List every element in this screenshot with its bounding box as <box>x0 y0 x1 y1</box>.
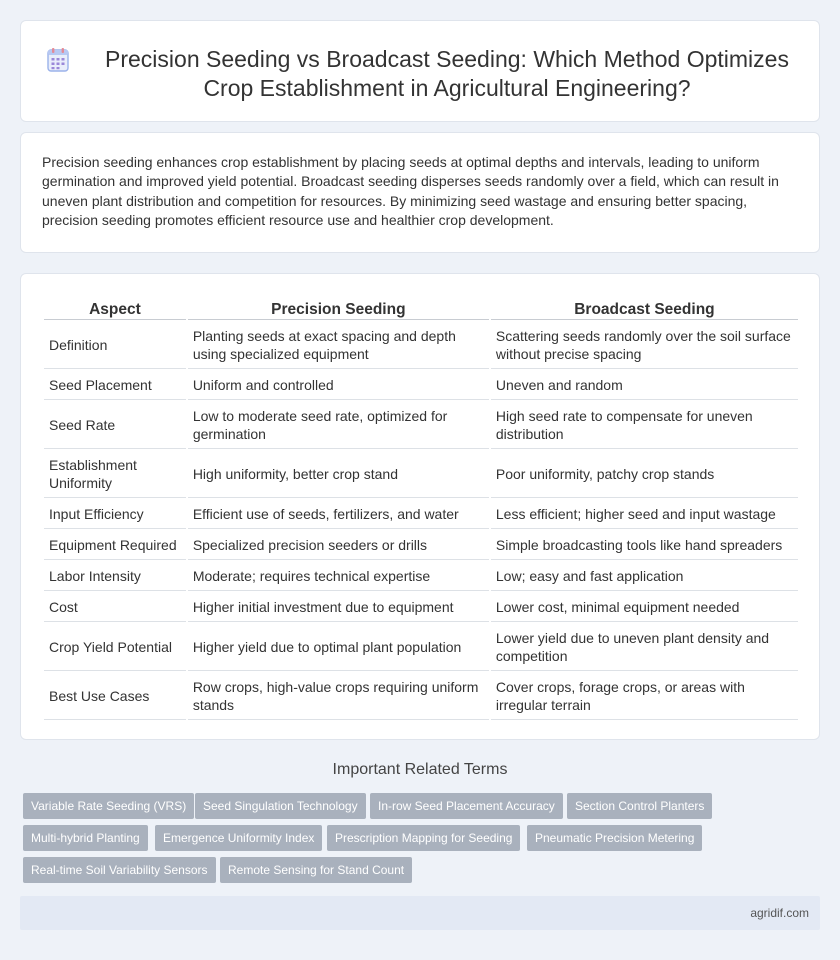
precision-cell: Higher initial investment due to equipment <box>188 593 489 622</box>
title-card <box>20 20 820 122</box>
broadcast-cell: Cover crops, forage crops, or areas with irregular terrain <box>491 673 798 720</box>
table-row <box>44 371 798 400</box>
aspect-cell: Best Use Cases <box>44 673 186 720</box>
table-row <box>44 673 798 720</box>
related-term-tag[interactable]: In-row Seed Placement Accuracy <box>370 793 563 819</box>
precision-cell: Efficient use of seeds, fertilizers, and water <box>188 500 489 529</box>
precision-cell: Low to moderate seed rate, optimized for germination <box>188 402 489 449</box>
broadcast-cell: Uneven and random <box>491 371 798 400</box>
precision-cell: High uniformity, better crop stand <box>188 451 489 498</box>
aspect-cell: Labor Intensity <box>44 562 186 591</box>
page-title: Precision Seeding vs Broadcast Seeding: Which Method Optimizes Crop Establishment in Agricultural Engineering? <box>105 46 789 101</box>
related-term-tag[interactable]: Seed Singulation Technology <box>195 793 366 819</box>
table-row <box>44 593 798 622</box>
broadcast-cell: Lower yield due to uneven plant density and competition <box>491 624 798 671</box>
aspect-cell: Establishment Uniformity <box>44 451 186 498</box>
comparison-card <box>20 273 820 740</box>
precision-cell: Higher yield due to optimal plant population <box>188 624 489 671</box>
related-term-tag[interactable]: Variable Rate Seeding (VRS) <box>23 793 194 819</box>
table-row <box>44 624 798 671</box>
aspect-cell: Crop Yield Potential <box>44 624 186 671</box>
table-header-row <box>44 296 798 320</box>
broadcast-cell: Lower cost, minimal equipment needed <box>491 593 798 622</box>
related-term-tag[interactable]: Multi-hybrid Planting <box>23 825 148 851</box>
site-link[interactable]: agridif.com <box>750 906 809 920</box>
aspect-cell: Cost <box>44 593 186 622</box>
related-term-tag[interactable]: Emergence Uniformity Index <box>155 825 322 851</box>
aspect-cell: Input Efficiency <box>44 500 186 529</box>
table-row <box>44 322 798 369</box>
intro-card <box>20 132 820 253</box>
broadcast-cell: Simple broadcasting tools like hand spreaders <box>491 531 798 560</box>
broadcast-cell: Poor uniformity, patchy crop stands <box>491 451 798 498</box>
precision-cell: Specialized precision seeders or drills <box>188 531 489 560</box>
footer-bar <box>20 896 820 930</box>
header-aspect: Aspect <box>44 296 186 320</box>
broadcast-cell: Low; easy and fast application <box>491 562 798 591</box>
aspect-cell: Definition <box>44 322 186 369</box>
broadcast-cell: Scattering seeds randomly over the soil surface without precise spacing <box>491 322 798 369</box>
precision-cell: Planting seeds at exact spacing and depth using specialized equipment <box>188 322 489 369</box>
broadcast-cell: Less efficient; higher seed and input wastage <box>491 500 798 529</box>
intro-paragraph: Precision seeding enhances crop establishment by placing seeds at optimal depths and intervals, leading to uniform germination and improved yield potential. Broadcast seeding disperses seeds randomly over a field, which can result in uneven plant distribution and competition for resources. By minimizing seed wastage and ensuring better spacing, precision seeding promotes efficient resource use and healthier crop development. <box>42 154 779 228</box>
related-term-tag[interactable]: Pneumatic Precision Metering <box>527 825 702 851</box>
table-row <box>44 531 798 560</box>
table-row <box>44 500 798 529</box>
table-row <box>44 402 798 449</box>
precision-cell: Row crops, high-value crops requiring uniform stands <box>188 673 489 720</box>
precision-cell: Uniform and controlled <box>188 371 489 400</box>
aspect-cell: Equipment Required <box>44 531 186 560</box>
header-broadcast: Broadcast Seeding <box>491 296 798 320</box>
related-term-tag[interactable]: Prescription Mapping for Seeding <box>327 825 520 851</box>
related-term-tag[interactable]: Remote Sensing for Stand Count <box>220 857 412 883</box>
related-term-tag[interactable]: Real-time Soil Variability Sensors <box>23 857 216 883</box>
precision-cell: Moderate; requires technical expertise <box>188 562 489 591</box>
title-wrap <box>21 21 821 123</box>
table-row <box>44 562 798 591</box>
table-row <box>44 451 798 498</box>
related-term-tag[interactable]: Section Control Planters <box>567 793 712 819</box>
comparison-table <box>42 294 800 722</box>
related-terms-heading: Important Related Terms <box>332 761 508 778</box>
broadcast-cell: High seed rate to compensate for uneven distribution <box>491 402 798 449</box>
calendar-grid-icon <box>47 48 69 72</box>
header-precision: Precision Seeding <box>188 296 489 320</box>
aspect-cell: Seed Placement <box>44 371 186 400</box>
aspect-cell: Seed Rate <box>44 402 186 449</box>
